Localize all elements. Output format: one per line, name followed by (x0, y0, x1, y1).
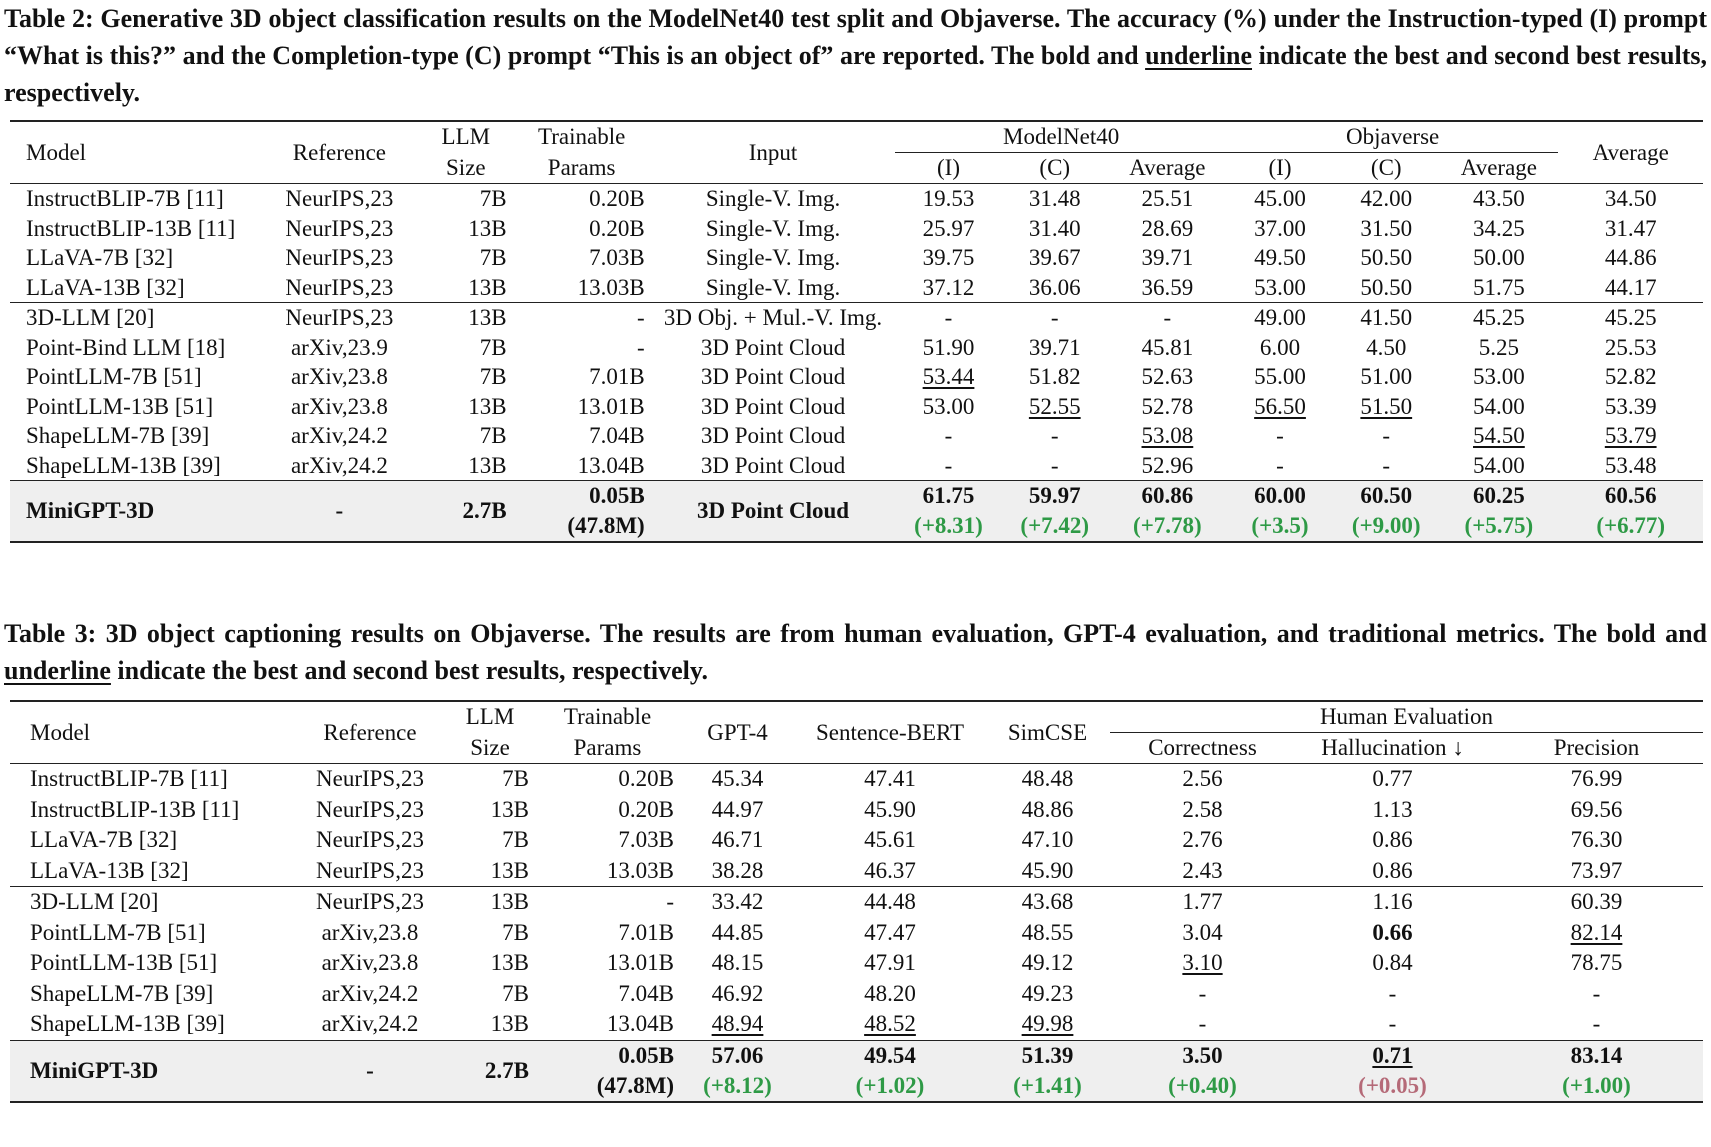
t3-ours-reference: - (295, 1040, 445, 1102)
table-cell: 25.97 (922, 215, 975, 241)
table-cell: InstructBLIP-7B [11] (10, 764, 295, 795)
table-cell: 47.91 (864, 950, 916, 975)
col-params-2: Params (547, 154, 616, 180)
table-cell: 49.50 (1254, 245, 1306, 270)
table-row (10, 451, 1703, 481)
table3-header-row-1 (10, 701, 1703, 733)
t3-ours-v0: 57.06 (+8.12) (680, 1040, 795, 1102)
table-cell: 3D Point Cloud (700, 364, 846, 389)
col-llm-size-2: Size (446, 154, 486, 180)
table-cell: 7B (502, 919, 529, 945)
table-cell: 0.20B (535, 764, 680, 795)
table-cell: 13B (468, 215, 507, 241)
table-cell: 13.03B (606, 857, 674, 883)
table-cell: 5.25 (1478, 334, 1520, 360)
table-cell: NeurIPS,23 (295, 887, 445, 918)
table-cell: 2.76 (1182, 827, 1223, 852)
table-cell: 13.01B (577, 393, 645, 419)
table-cell: 42.00 (1333, 184, 1439, 214)
table-row (10, 856, 1703, 887)
col-input: Input (748, 139, 798, 165)
table-cell: 2.58 (1182, 796, 1223, 822)
table-cell: 3D-LLM [20] (10, 887, 295, 918)
table-cell: - (1198, 980, 1207, 1006)
table-cell: arXiv,23.8 (290, 364, 388, 389)
col-ob-c: (C) (1333, 153, 1439, 184)
table-cell: 13.04B (606, 1011, 674, 1036)
table-cell: 47.47 (864, 919, 916, 945)
table-cell: 31.40 (1028, 215, 1081, 241)
table-cell: - (637, 334, 645, 360)
table-cell: 53.00 (1473, 364, 1525, 389)
table-cell: - (1388, 980, 1397, 1006)
table-cell: 46.71 (711, 827, 764, 852)
table-cell: 7.01B (589, 364, 645, 389)
table-cell: 48.48 (985, 764, 1110, 795)
table-cell: 45.90 (864, 796, 916, 822)
table-cell: 39.71 (1028, 334, 1081, 360)
table3-group-b (10, 887, 1703, 1041)
table-cell: 37.00 (1254, 215, 1306, 241)
t3-col-sbert: Sentence-BERT (815, 719, 965, 745)
table-cell: - (1002, 303, 1108, 333)
table-cell: Single-V. Img. (651, 184, 896, 214)
table-cell: PointLLM-7B [51] (30, 919, 206, 945)
t3-ours-params: 0.05B (47.8M) (535, 1040, 680, 1102)
col-mn-avg: Average (1108, 153, 1227, 184)
table-cell: 41.50 (1333, 303, 1439, 333)
col-model: Model (26, 139, 87, 165)
table-cell: 39.67 (1028, 245, 1081, 270)
table-cell: 7B (479, 423, 507, 448)
table-cell: 7B (479, 334, 507, 360)
table-cell: 50.50 (1360, 245, 1413, 270)
table-cell: 3.10 (1182, 950, 1223, 975)
table-cell: - (1592, 1011, 1601, 1036)
table-cell: 45.90 (1021, 857, 1074, 883)
ours-v2: 60.86 (+7.78) (1108, 481, 1227, 543)
table3-group-a (10, 764, 1703, 887)
table-cell: 33.42 (680, 887, 795, 918)
ours-v6: 60.56 (+6.77) (1558, 481, 1703, 543)
table-cell: NeurIPS,23 (285, 245, 394, 270)
table-cell: 43.50 (1439, 184, 1558, 214)
col-mn-i: (I) (895, 153, 1001, 184)
table-cell: 0.20B (513, 184, 651, 214)
table-cell: LLaVA-13B [32] (30, 857, 189, 883)
table-cell: 45.00 (1227, 184, 1333, 214)
table-cell: 49.00 (1227, 303, 1333, 333)
table-cell: 47.10 (1021, 827, 1074, 852)
table-cell: 45.25 (1558, 303, 1703, 333)
t3-ours-model: MiniGPT-3D (10, 1040, 295, 1102)
table2-header-row-1 (10, 121, 1703, 153)
table-cell: 45.25 (1439, 303, 1558, 333)
table-cell: 53.44 (922, 364, 975, 389)
ours-v4: 60.50 (+9.00) (1333, 481, 1439, 543)
table-cell: 76.99 (1490, 764, 1703, 795)
table-cell: 73.97 (1570, 857, 1623, 883)
table-cell: ShapeLLM-13B [39] (26, 452, 221, 478)
table-row (10, 214, 1703, 244)
table2-caption-tail: indicate the best and second best results, respectively. (4, 41, 1707, 107)
table-cell: 53.08 (1141, 423, 1194, 448)
table-cell: Point-Bind LLM [18] (26, 334, 226, 360)
table-cell: 13B (490, 857, 529, 883)
table-cell: 53.00 (1254, 274, 1306, 300)
table-cell: 13B (468, 274, 507, 300)
table-row (10, 362, 1703, 392)
table-cell: NeurIPS,23 (260, 303, 419, 333)
col-mn-c: (C) (1002, 153, 1108, 184)
table-cell: 44.86 (1604, 245, 1657, 270)
table-cell: - (944, 423, 953, 448)
table-row (10, 918, 1703, 949)
table-cell: - (513, 303, 651, 333)
table-row (10, 764, 1703, 795)
table-cell: 51.75 (1473, 274, 1525, 300)
table-row (10, 333, 1703, 363)
table-cell: 3D Point Cloud (700, 452, 846, 478)
table-cell: NeurIPS,23 (316, 796, 424, 822)
table-cell: ShapeLLM-7B [39] (26, 423, 210, 448)
table-cell: 0.86 (1372, 857, 1413, 883)
table-cell: NeurIPS,23 (260, 184, 419, 214)
table-cell: - (1276, 423, 1284, 448)
table-row (10, 243, 1703, 273)
table-cell: 60.39 (1490, 887, 1703, 918)
table-cell: PointLLM-7B [51] (26, 364, 202, 389)
table-cell: 34.25 (1473, 215, 1525, 241)
table-cell: 39.71 (1141, 245, 1194, 270)
t3-col-model: Model (30, 719, 91, 745)
table-cell: 13B (490, 1011, 529, 1036)
table-cell: InstructBLIP-13B [11] (26, 215, 236, 241)
table-cell: 50.50 (1360, 274, 1413, 300)
table-cell: 53.79 (1604, 423, 1657, 448)
table-cell: - (1382, 423, 1391, 448)
table-cell: 13B (419, 303, 513, 333)
table-cell: 38.28 (711, 857, 764, 883)
col-ob-avg: Average (1439, 153, 1558, 184)
table2-group-a (10, 184, 1703, 303)
table-cell: 82.14 (1570, 919, 1623, 945)
table3-caption-text: Table 3: 3D object captioning results on Objaverse. The results are from human evaluation, GPT-4 evaluation, and traditional metrics. The bold and (4, 619, 1707, 648)
t3-col-llm-size-2: Size (470, 734, 510, 760)
table-cell: InstructBLIP-13B [11] (30, 796, 240, 822)
table3-caption-underline: underline (4, 656, 111, 685)
table-cell: 7.03B (589, 245, 645, 270)
table-cell: - (1388, 1011, 1397, 1036)
table-row (10, 979, 1703, 1010)
group-objaverse: Objaverse (1346, 124, 1440, 149)
t3-col-params-1: Trainable (563, 704, 652, 730)
table-cell: 3.04 (1182, 919, 1223, 945)
table-cell: 7.04B (618, 980, 674, 1006)
table-cell: 6.00 (1259, 334, 1301, 360)
table-cell: 1.16 (1295, 887, 1490, 918)
t3-ours-v4: 0.71 (+0.05) (1295, 1040, 1490, 1102)
table-cell: arXiv,24.2 (290, 423, 388, 448)
table-cell: arXiv,23.8 (321, 919, 419, 945)
table-cell: 53.00 (922, 393, 975, 419)
table-cell: 28.69 (1141, 215, 1194, 241)
table-cell: arXiv,23.8 (321, 950, 419, 975)
table-cell: arXiv,23.8 (290, 393, 388, 419)
table-cell: 7B (479, 364, 507, 389)
t3-ours-llm-size: 2.7B (445, 1040, 535, 1102)
group-modelnet40: ModelNet40 (1003, 124, 1120, 149)
t3-col-llm-size-1: LLM (465, 704, 515, 730)
table-cell: 31.50 (1360, 215, 1413, 241)
table-cell: 13.03B (577, 274, 645, 300)
table-cell: LLaVA-13B [32] (26, 274, 185, 300)
table-cell: 25.51 (1108, 184, 1227, 214)
table-cell: 0.77 (1295, 764, 1490, 795)
table-cell: 7B (502, 980, 529, 1006)
table-cell: NeurIPS,23 (285, 274, 394, 300)
table-cell: 48.86 (1021, 796, 1074, 822)
table-cell: 48.52 (864, 1011, 916, 1036)
t3-col-hallucination: Hallucination ↓ (1295, 733, 1490, 764)
table-cell: 7B (502, 827, 529, 852)
t3-col-precision: Precision (1490, 733, 1703, 764)
col-reference: Reference (292, 139, 386, 165)
table-cell: 50.00 (1473, 245, 1525, 270)
table-cell: 53.48 (1604, 452, 1657, 478)
table-cell: InstructBLIP-7B [11] (10, 184, 260, 214)
table-cell: LLaVA-7B [32] (30, 827, 178, 852)
table-row (10, 1009, 1703, 1040)
ours-model: MiniGPT-3D (10, 481, 260, 543)
table-cell: 51.00 (1360, 364, 1413, 389)
table-cell: 31.48 (1002, 184, 1108, 214)
table-cell: NeurIPS,23 (295, 764, 445, 795)
table-cell: 7B (419, 184, 513, 214)
ours-v3: 60.00 (+3.5) (1227, 481, 1333, 543)
table-cell: 46.37 (864, 857, 916, 883)
t3-col-gpt4: GPT-4 (707, 719, 768, 745)
table-cell: 51.50 (1360, 393, 1413, 419)
table-cell: 52.78 (1141, 393, 1194, 419)
table-row (10, 303, 1703, 333)
table-cell: 53.39 (1604, 393, 1657, 419)
t3-col-correctness: Correctness (1110, 733, 1295, 764)
table-cell: - (1276, 452, 1284, 478)
table-cell: 0.86 (1372, 827, 1413, 852)
t3-col-simcse: SimCSE (1007, 719, 1088, 745)
table-cell: 51.82 (1028, 364, 1081, 389)
table-cell: 31.47 (1604, 215, 1657, 241)
table-cell: 54.00 (1473, 452, 1525, 478)
table-cell: Single-V. Img. (705, 245, 841, 270)
table-cell: 1.13 (1372, 796, 1413, 822)
col-average: Average (1592, 139, 1669, 165)
table2-caption (4, 0, 1707, 111)
table-cell: 45.81 (1141, 334, 1194, 360)
table-cell: arXiv,24.2 (321, 980, 419, 1006)
table-cell: 51.90 (922, 334, 975, 360)
table3-caption (4, 615, 1707, 689)
table-cell: 55.00 (1254, 364, 1306, 389)
table3 (10, 700, 1703, 1103)
table-cell: 54.50 (1473, 423, 1525, 448)
table-cell: 49.12 (1021, 950, 1074, 975)
table-cell: 45.61 (864, 827, 916, 852)
table-cell: 3D Point Cloud (700, 393, 846, 419)
table-cell: - (1198, 1011, 1207, 1036)
table-cell: - (944, 452, 953, 478)
table-cell: NeurIPS,23 (285, 215, 394, 241)
table-cell: 52.63 (1141, 364, 1194, 389)
table-cell: 44.85 (711, 919, 764, 945)
table-cell: 1.77 (1110, 887, 1295, 918)
table-cell: 3D Point Cloud (700, 334, 846, 360)
table-cell: 47.41 (795, 764, 985, 795)
table-cell: 3D Obj. + Mul.-V. Img. (651, 303, 896, 333)
table-cell: 45.34 (680, 764, 795, 795)
table-cell: 48.94 (711, 1011, 764, 1036)
table-row (10, 392, 1703, 422)
table2-group-b (10, 303, 1703, 481)
table-cell: 48.20 (864, 980, 916, 1006)
table-row (10, 825, 1703, 856)
table-cell: ShapeLLM-13B [39] (30, 1011, 225, 1036)
table-row (10, 273, 1703, 303)
table-cell: 7.01B (618, 919, 674, 945)
table-cell: NeurIPS,23 (316, 857, 424, 883)
table-cell: 52.96 (1141, 452, 1194, 478)
table-cell: - (1592, 980, 1601, 1006)
table-cell: 34.50 (1558, 184, 1703, 214)
table-cell: 13B (468, 452, 507, 478)
col-llm-size-1: LLM (441, 124, 491, 150)
table-cell: 3D-LLM [20] (10, 303, 260, 333)
ours-input: 3D Point Cloud (651, 481, 896, 543)
table-cell: - (1050, 423, 1059, 448)
table-cell: 0.66 (1372, 919, 1413, 945)
table3-caption-tail: indicate the best and second best results, respectively. (110, 656, 708, 685)
table-cell: PointLLM-13B [51] (30, 950, 218, 975)
table-cell: 7B (479, 245, 507, 270)
table-cell: NeurIPS,23 (316, 827, 424, 852)
table-cell: 76.30 (1570, 827, 1623, 852)
table-cell: 19.53 (895, 184, 1001, 214)
table-row (10, 948, 1703, 979)
table-cell: 48.15 (711, 950, 764, 975)
t3-ours-v3: 3.50 (+0.40) (1110, 1040, 1295, 1102)
table-cell: 39.75 (922, 245, 975, 270)
t3-col-reference: Reference (323, 719, 417, 745)
table-row (10, 184, 1703, 214)
table-cell: 25.53 (1604, 334, 1657, 360)
table-cell: - (535, 887, 680, 918)
ours-v1: 59.97 (+7.42) (1002, 481, 1108, 543)
table-cell: 52.82 (1604, 364, 1657, 389)
table-cell: 13B (490, 950, 529, 975)
t3-ours-v5: 83.14 (+1.00) (1490, 1040, 1703, 1102)
table-cell: 36.06 (1028, 274, 1081, 300)
table-cell: 54.00 (1473, 393, 1525, 419)
t3-ours-v1: 49.54 (+1.02) (795, 1040, 985, 1102)
table-cell: 13.04B (577, 452, 645, 478)
table2-caption-text: Table 2: Generative 3D object classification results on the ModelNet40 test split and Objaverse. The accuracy (%) under the Instruction-typed (I) prompt “What is this?” and the Completion-type (C) prompt “This is an object of” are reported. The bold and (4, 4, 1707, 70)
col-params-1: Trainable (537, 124, 626, 150)
table-cell: 0.84 (1372, 950, 1413, 975)
table-cell: 46.92 (711, 980, 764, 1006)
t3-ours-v2: 51.39 (+1.41) (985, 1040, 1110, 1102)
table-cell: arXiv,23.9 (290, 334, 388, 360)
table-cell: 78.75 (1570, 950, 1623, 975)
table-cell: 44.48 (795, 887, 985, 918)
table-cell: 52.55 (1028, 393, 1081, 419)
table-cell: 13B (445, 887, 535, 918)
table-cell: 4.50 (1366, 334, 1407, 360)
table-cell: 69.56 (1570, 796, 1623, 822)
table-cell: Single-V. Img. (705, 274, 841, 300)
table-cell: 2.56 (1110, 764, 1295, 795)
table-cell: 56.50 (1254, 393, 1306, 419)
ours-llm-size: 2.7B (419, 481, 513, 543)
table-cell: 44.17 (1604, 274, 1657, 300)
table-cell: 7B (445, 764, 535, 795)
table-cell: arXiv,24.2 (321, 1011, 419, 1036)
table-row (10, 421, 1703, 451)
ours-params: 0.05B (47.8M) (513, 481, 651, 543)
table-cell: LLaVA-7B [32] (26, 245, 174, 270)
table-cell: 7.03B (618, 827, 674, 852)
table-cell: 36.59 (1141, 274, 1194, 300)
t3-group-human: Human Evaluation (1319, 704, 1494, 729)
table2 (10, 120, 1703, 543)
table-cell: 0.20B (589, 215, 645, 241)
table-row (10, 795, 1703, 826)
table-cell: 13B (468, 393, 507, 419)
table-cell: 13B (490, 796, 529, 822)
table-cell: - (1382, 452, 1391, 478)
table-cell: - (1050, 452, 1059, 478)
table-cell: - (895, 303, 1001, 333)
table2-row-ours (10, 481, 1703, 543)
table-cell: ShapeLLM-7B [39] (30, 980, 214, 1006)
ours-reference: - (260, 481, 419, 543)
table-cell: arXiv,24.2 (290, 452, 388, 478)
table-cell: 49.23 (1021, 980, 1074, 1006)
table-cell: 2.43 (1182, 857, 1223, 883)
table-cell: Single-V. Img. (705, 215, 841, 241)
ours-v0: 61.75 (+8.31) (895, 481, 1001, 543)
t3-col-params-2: Params (573, 734, 642, 760)
table-cell: 49.98 (1021, 1011, 1074, 1036)
table-cell: 7.04B (589, 423, 645, 448)
table3-row-ours (10, 1040, 1703, 1102)
table-cell: 0.20B (618, 796, 674, 822)
table-cell: - (1108, 303, 1227, 333)
table-cell: 43.68 (985, 887, 1110, 918)
table2-caption-underline: underline (1145, 41, 1253, 70)
table-cell: PointLLM-13B [51] (26, 393, 214, 419)
table-cell: 13.01B (606, 950, 674, 975)
col-ob-i: (I) (1227, 153, 1333, 184)
table-cell: 3D Point Cloud (700, 423, 846, 448)
table-row (10, 887, 1703, 918)
table-cell: 37.12 (922, 274, 975, 300)
ours-v5: 60.25 (+5.75) (1439, 481, 1558, 543)
table-cell: 48.55 (1021, 919, 1074, 945)
table-cell: 44.97 (711, 796, 764, 822)
